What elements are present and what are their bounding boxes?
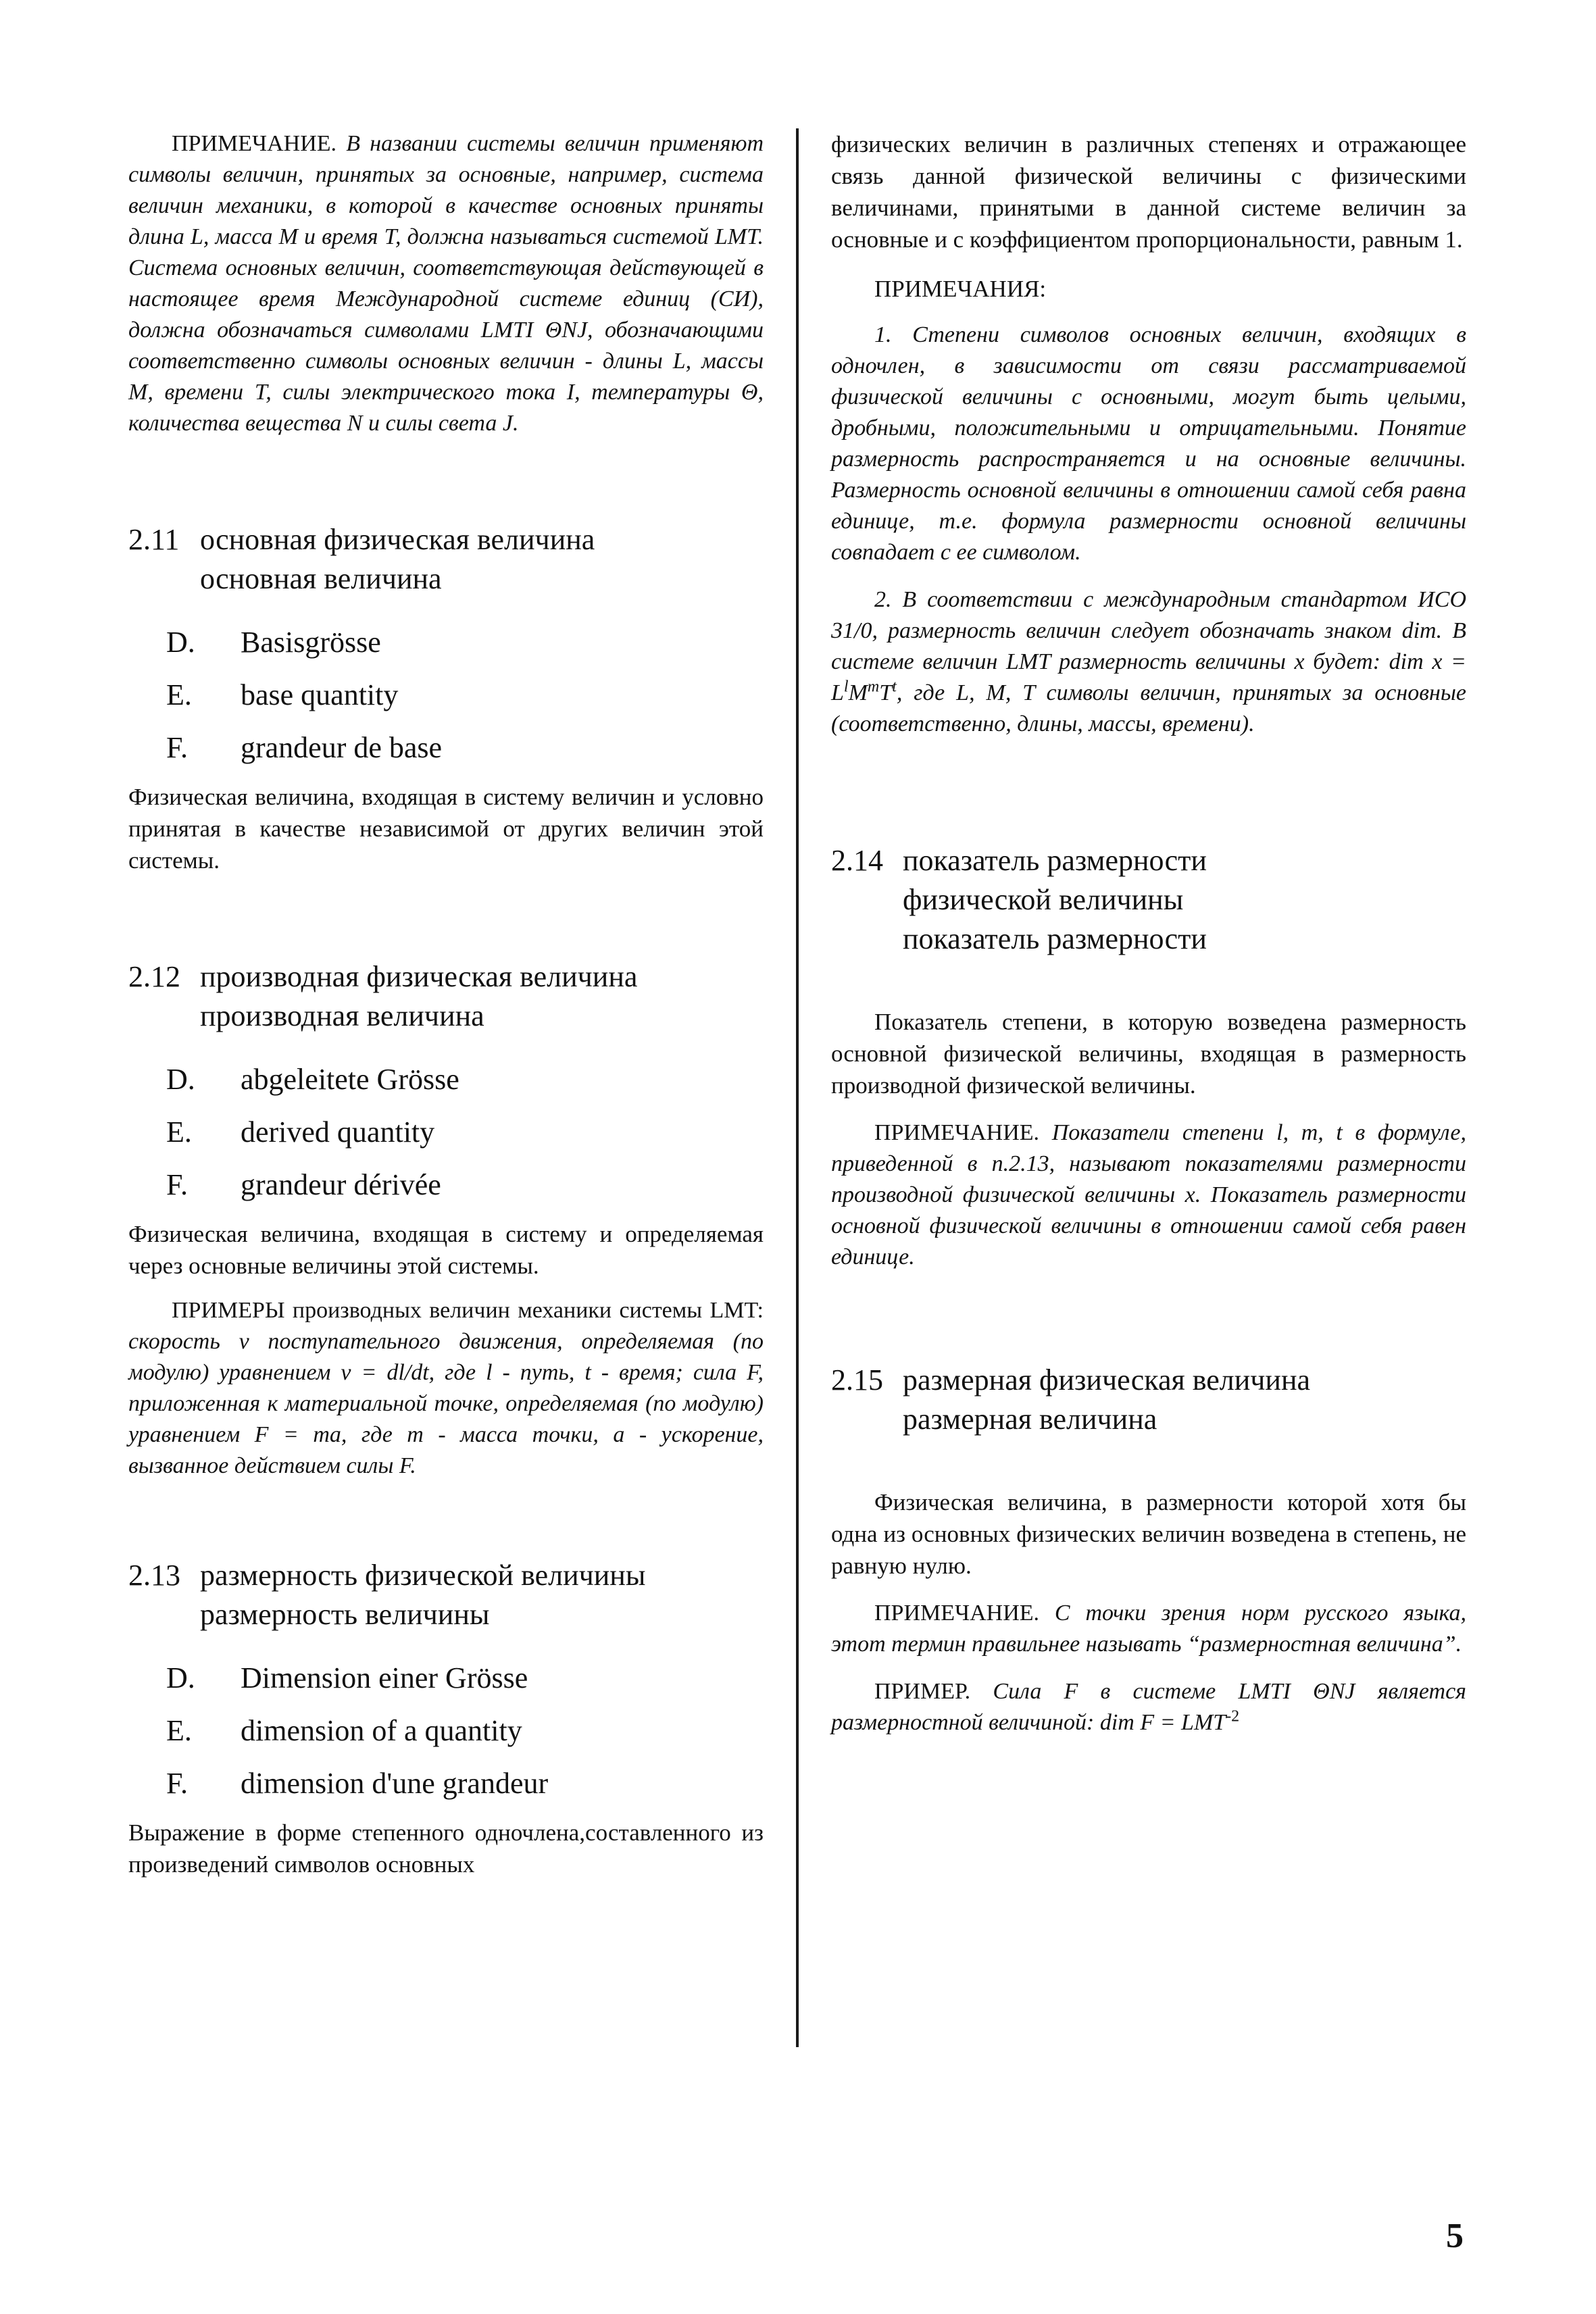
term-en: base quantity [241,678,399,711]
definition-2-15: Физическая величина, в размерности которой хотя бы одна из основных физических величин возведена в степень, не равную нулю. [831,1489,1466,1579]
lang-label-de: D. [166,1063,195,1096]
translations-2-12 [166,1053,764,1211]
exponent-t: t [892,678,897,696]
definition-2-12: Физическая величина, входящая в систему и определяемая через основные величины этой системы. [128,1221,764,1279]
term-en: derived quantity [241,1115,435,1149]
term-fr: grandeur de base [241,731,443,764]
term-number: 2.12 [128,960,180,993]
note-label: ПРИМЕЧАНИЕ. [874,1120,1040,1145]
definition-2-13-continued: физических величин в различных степенях и отражающее связь данной физической величины с физическими величинами, принятыми в данной системе величин за основные и с коэффициентом пропорциональности, равным 1. [831,131,1466,253]
term-2-15 [831,1361,1466,1439]
term-en: dimension of a quantity [241,1714,522,1747]
definition-2-13-start: Выражение в форме степенного одночлена,составленного из произведений символов основных [128,1819,764,1878]
lang-label-en: E. [166,678,192,711]
term-de: Dimension einer Grösse [241,1661,528,1694]
lang-label-en: E. [166,1115,192,1149]
term-title: размерная физическая величина [903,1363,1311,1397]
definition-2-11: Физическая величина, входящая в систему величин и условно принятая в качестве независимой от других величин этой системы. [128,784,764,874]
lang-label-de: D. [166,626,195,659]
term-2-11 [128,520,764,599]
intro-note [128,128,764,439]
examples-text: скорость v поступательного движения, определяемая (по модулю) уравнением v = dl/dt, где l - путь, t - время; сила F, приложенная к материальной точке, определяемая (по модулю) уравнением F = ma, где m - масса точки, a - ускорение, вызванное действием силы F. [128,1329,764,1478]
notes-label: ПРИМЕЧАНИЯ: [874,276,1047,302]
term-number: 2.11 [128,523,180,556]
term-title-line-2: физической величины [903,883,1184,916]
lang-label-en: E. [166,1714,192,1747]
column-divider [796,128,799,2047]
term-title: показатель размерности [903,844,1207,877]
note-label: ПРИМЕЧАНИЕ. [874,1601,1040,1626]
page-number: 5 [1446,2217,1464,2255]
term-short-title: показатель размерности [903,922,1207,955]
term-number: 2.15 [831,1363,883,1397]
note-text: Показатели степени l, m, t в формуле, приведенной в п.2.13, называют показателями размерности производной физической величины x. Показатель размерности основной физической величины в отношении самой себя равен единице. [831,1120,1466,1269]
term-title: основная физическая величина [200,523,595,556]
left-column [128,128,764,1880]
example-label: ПРИМЕР. [874,1679,971,1704]
exponent: -2 [1226,1707,1240,1726]
lang-label-fr: F. [166,1767,188,1800]
translations-2-11 [166,616,764,774]
example-text: Сила F в системе LMTI ΘNJ является размерностной величиной: dim F = LMT [831,1679,1466,1735]
note-2-part-b: M [848,680,868,705]
note-1: 1. Степени символов основных величин, входящих в одночлен, в зависимости от связи рассматриваемой физической величины с основными, могут быть целыми, дробными, положительными и отрицательными. Понятие размерность распространяется и на основные величины. Размерность основной величины в отношении самой себя равна единице, т.е. формула размерности основной величины совпадает с ее символом. [831,322,1466,565]
term-title: размерность физической величины [200,1559,646,1592]
note-2 [831,584,1466,740]
examples-2-12 [128,1295,764,1482]
term-short-title: размерность величины [200,1598,490,1631]
term-2-13 [128,1556,764,1634]
lang-label-de: D. [166,1661,195,1694]
term-de: Basisgrösse [241,626,381,659]
note-2-part-a: 2. В соответствии с международным стандартом ИСО 31/0, размерность величин следует обозначать знаком dim. В системе величин LMT размерность величины x будет: dim x = L [831,587,1466,705]
note-2-part-d: , где L, M, T символы величин, принятых за основные (соответственно, длины, массы, времени). [831,680,1466,736]
lang-label-fr: F. [166,1168,188,1201]
intro-note-label: ПРИМЕЧАНИЕ. [172,131,337,156]
term-fr: dimension d'une grandeur [241,1767,549,1800]
lang-label-fr: F. [166,731,188,764]
term-title: производная физическая величина [200,960,638,993]
right-column [831,128,1466,1738]
exponent-m: m [867,678,880,696]
term-short-title: производная величина [200,999,484,1032]
translations-2-13 [166,1652,764,1810]
term-number: 2.13 [128,1559,180,1592]
example-2-15 [831,1676,1466,1738]
term-fr: grandeur dérivée [241,1168,441,1201]
term-number: 2.14 [831,844,883,877]
examples-label: ПРИМЕРЫ производных величин механики системы LMT: [172,1298,764,1323]
term-de: abgeleitete Grösse [241,1063,459,1096]
note-2-14 [831,1117,1466,1273]
term-2-12 [128,957,764,1036]
note-text: С точки зрения норм русского языка, этот термин правильнее называть “размерностная величина”. [831,1601,1466,1657]
exponent-l: l [843,678,849,696]
term-short-title: основная величина [200,562,442,595]
note-2-15 [831,1598,1466,1660]
definition-2-14: Показатель степени, в которую возведена размерность основной физической величины, входящая в размерность производной физической величины. [831,1009,1466,1099]
note-2-part-c: T [879,680,893,705]
term-short-title: размерная величина [903,1403,1157,1436]
intro-note-text: В названии системы величин применяют символы величин, принятых за основные, например, система величин механики, в которой в качестве основных приняты длина L, масса M и время T, должна называться системой LMT. Система основных величин, соответствующая действующей в настоящее время Международной системе единиц (СИ), должна обозначаться символами LMTI ΘNJ, обозначающими соответственно символы основных величин - длины L, массы M, времени T, силы электрического тока I, температуры Θ, количества вещества N и силы света J. [128,131,764,436]
term-2-14 [831,841,1466,959]
